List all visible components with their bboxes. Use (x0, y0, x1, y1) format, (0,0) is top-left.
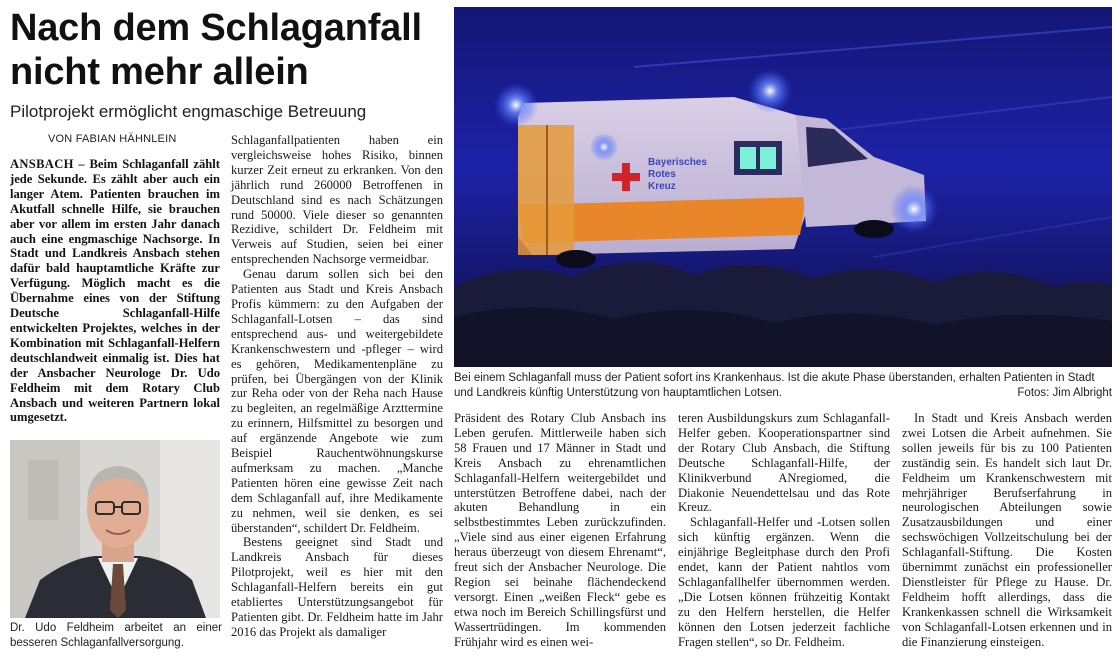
lead-dateline: ANSBACH (10, 157, 74, 171)
article-column-3 (678, 411, 890, 650)
subheadline: Pilotprojekt ermöglicht engmaschige Betreuung (10, 102, 367, 121)
body-paragraph: Schlaganfall-Helfer und -Lotsen sollen sich künftig ergänzen. Wenn die einjährige Begleitphase durch den Profi endet, kann der Patient nahtlos vom Schlaganfallhelfer übernommen werden. „Die Lotsen können frühzeitig Kontakt zu den Helfern herstellen, die Helfer können den Lotsen jederzeit fachliche Fragen stellen“, so Dr. Feldheim. (678, 515, 890, 649)
photo-credit: Fotos: Jim Albright (1017, 387, 1112, 399)
portrait-image (10, 440, 220, 618)
ambulance-image (454, 7, 1112, 367)
article-column-4 (902, 411, 1112, 650)
article-column-1 (231, 133, 443, 640)
body-paragraph: teren Ausbildungskurs zum Schlaganfall-Helfer geben. Kooperationspartner sind der Rotary Club Ansbach, die Stiftung Deutsche Schlaganfall-Hilfe, der Klinikverbund ANregiomed, die Diakonie Neuendettelsau und das Rote Kreuz. (678, 411, 890, 515)
headline: Nach dem Schlaganfall nicht mehr allein (10, 7, 422, 93)
ambulance-photo (454, 7, 1112, 367)
photo-caption (454, 371, 1112, 401)
byline: VON FABIAN HÄHNLEIN (48, 133, 177, 145)
photo-caption-text: Bei einem Schlaganfall muss der Patient sofort ins Krankenhaus. Ist die akute Phase überstanden, erhalten Patienten in Stadt und Landkreis künftig Unterstützung von hauptamtlichen Lotsen. (454, 372, 1095, 399)
vehicle-text-2: Rotes (648, 169, 676, 180)
body-paragraph: Präsident des Rotary Club Ansbach ins Leben gerufen. Mittlerweile haben sich 58 Frauen und 17 Männer in Stadt und Kreis Ansbach zu ehrenamtlichen Schlaganfall-Helfern weitergebildet und unterstützen Betroffene dabei, nach der akuten Behandlung in ein selbstbestimmtes Leben zurückzufinden. „Viele sind aus einer eigenen Erfahrung heraus überzeugt von diesem Ehrenamt“, freut sich der Ansbacher Neurologe. Die Region sei beinahe flächendeckend versorgt. Einen „weißen Fleck“ gebe es etwa noch im Bereich Schillingsfürst und Wassertrüdingen. Im kommenden Frühjahr wird es einen wei- (454, 411, 666, 649)
portrait-caption: Dr. Udo Feldheim arbeitet an einer besseren Schlaganfallversorgung. (10, 622, 222, 649)
body-paragraph: Genau darum sollen sich bei den Patienten aus Stadt und Kreis Ansbach Profis kümmern: zu den Aufgaben der Schlaganfall-Lotsen – das sind entsprechend aus- und weitergebildete Krankenschwestern und -pfleger – wird es gehören, Medikamentenpläne zu prüfen, bei Übergängen von der Klinik zur Reha oder von der Reha nach Hause zu begleiten, an regelmäßige Arzttermine zu erinnern, Hilfsmittel zu besorgen und auf ergänzende Angebote wie zum Beispiel Rauchentwöhnungskurse aufmerksam zu machen. „Manche Patienten hören eine gewisse Zeit nach dem Schlaganfall auf, ihre Medikamente zu nehmen, weil sie denken, es sei überstanden“, schildert Dr. Feldheim. (231, 267, 443, 535)
vehicle-text-3: Kreuz (648, 181, 676, 192)
body-paragraph: Schlaganfallpatienten haben ein vergleichsweise hohes Risiko, binnen kurzer Zeit erneut zu erkranken. Von den jährlich rund 260000 Betroffenen in Deutschland sind es nach Schätzungen rund 50000. Viele dieser so genannten Rezidive, schildert Dr. Feldheim mit Verweis auf Studien, seien bei einer entsprechenden Nachsorge vermeidbar. (231, 133, 443, 267)
body-paragraph: Bestens geeignet sind Stadt und Landkreis Ansbach für dieses Pilotprojekt, weil es hier mit den Schlaganfall-Helfern bereits ein gut etabliertes Unterstützungsangebot für Patienten gibt. Dr. Feldheim hatte im Jahr 2016 das Projekt als damaliger (231, 535, 443, 639)
portrait-photo (10, 440, 220, 618)
lead-text: – Beim Schlaganfall zählt jede Sekunde. Es zählt aber auch ein langer Atem. Patienten brauchen im Akutfall schnelle Hilfe, sie brauchen aber vor allem im ersten Jahr danach auch eine engmaschige Nachsorge. In Stadt und Landkreis Ansbach stehen dafür bald hauptamtliche Kräfte zur Verfügung. Möglich macht es die Übernahme eines von der Stiftung Deutsche Schlaganfall-Hilfe entwickelten Projektes, welches in der Kombination mit Schlaganfall-Helfern deutschlandweit einmalig ist. Dies hat der Ansbacher Neurologe Dr. Udo Feldheim mit dem Rotary Club Ansbach und weiteren Partnern lokal umgesetzt. (10, 157, 220, 425)
body-paragraph: In Stadt und Kreis Ansbach werden zwei Lotsen die Arbeit aufnehmen. Sie sollen jeweils für bis zu 100 Patienten zuständig sein. Es handelt sich laut Dr. Feldheim um Krankenschwestern mit mehrjähriger Berufserfahrung in neurologischen Abteilungen sowie Zusatzausbildungen und einer sechswöchigen Vollzeitschulung bei der Schlaganfall-Stiftung. Die Kosten übernimmt zunächst ein professioneller Dienstleister für Pflege zu Hause. Dr. Feldheim hofft allerdings, dass die Krankenkassen schnell die Wirksamkeit von Schlaganfall-Lotsen erkennen und in die Finanzierung einsteigen. (902, 411, 1112, 649)
lead-paragraph (10, 157, 220, 425)
article-column-2 (454, 411, 666, 650)
vehicle-text-1: Bayerisches (648, 157, 707, 168)
